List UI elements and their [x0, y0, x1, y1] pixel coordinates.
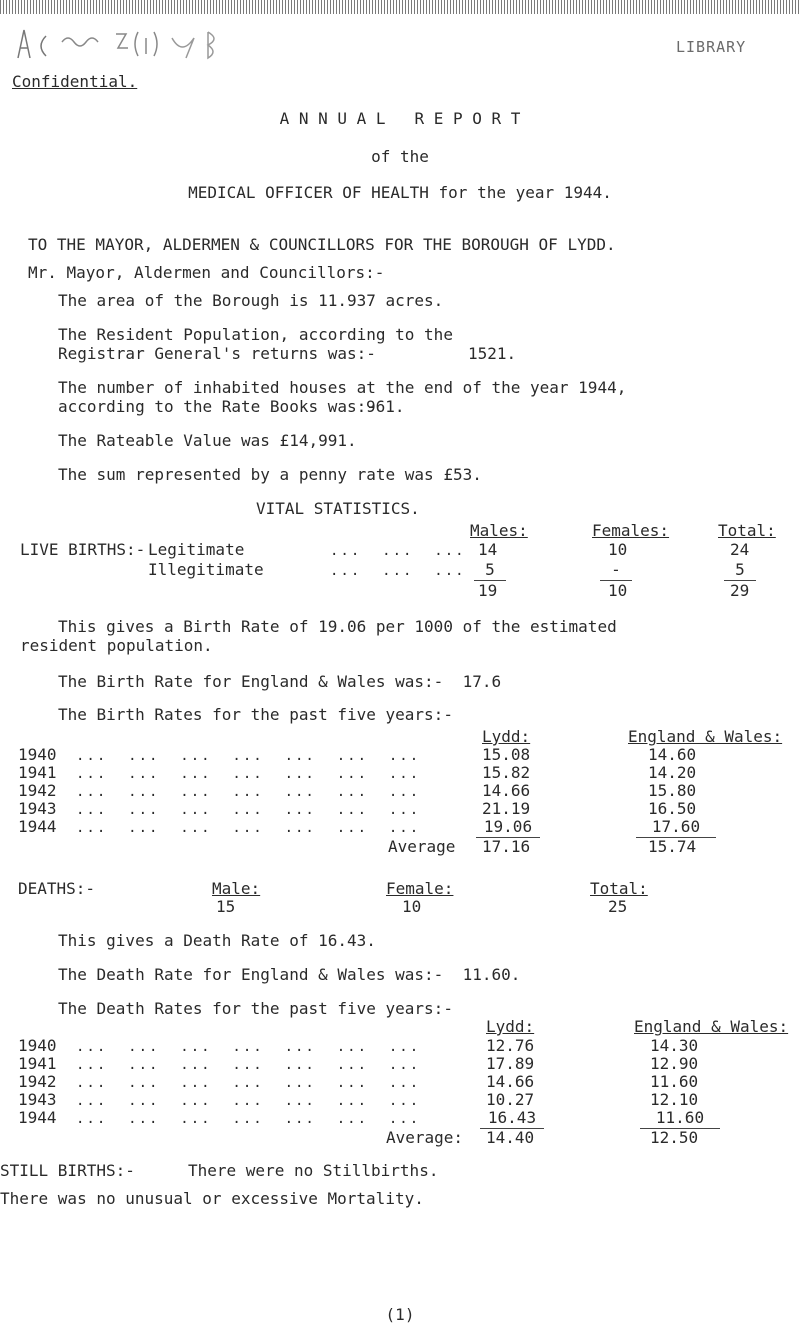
birth-rates-col-lydd: Lydd:: [482, 727, 531, 746]
houses-line-1: The number of inhabited houses at the end of the year 1944,: [58, 378, 627, 397]
birth-rate-year: 1940: [18, 745, 57, 764]
birth-rate-ew: 14.60: [648, 745, 697, 764]
salutation: Mr. Mayor, Aldermen and Councillors:-: [28, 263, 385, 282]
birth-rate-ew: 16.50: [648, 799, 697, 818]
deaths-total: 25: [608, 897, 628, 916]
births-row-label: Legitimate: [148, 540, 245, 559]
birth-rates-col-ew: England & Wales:: [628, 727, 783, 746]
births-total-females: 10: [608, 581, 628, 600]
death-rate-lydd: 16.43: [480, 1109, 544, 1129]
births-row-females: 10: [608, 540, 628, 559]
binding-strip: [0, 0, 800, 14]
rateable-value: The Rateable Value was £14,991.: [58, 431, 357, 450]
birth-rate-dots: ... ... ... ... ... ... ...: [76, 802, 421, 818]
birth-rates-average-lydd: 17.16: [482, 837, 531, 856]
births-col-total: Total:: [718, 521, 776, 540]
births-col-females: Females:: [592, 521, 670, 540]
birth-rate-year: 1941: [18, 763, 57, 782]
births-row-males: 5: [474, 561, 506, 581]
birth-rates-average-ew: 15.74: [648, 837, 697, 856]
death-rates-heading: The Death Rates for the past five years:-: [58, 999, 453, 1018]
birth-rate-lydd: 19.06: [476, 818, 540, 838]
birth-rate-lydd: 15.82: [482, 763, 531, 782]
death-rate-lydd: 12.76: [486, 1036, 535, 1055]
birth-rate-dots: ... ... ... ... ... ... ...: [76, 820, 421, 836]
births-total-males: 19: [478, 581, 498, 600]
population-line-2: Registrar General's returns was:-: [58, 344, 376, 363]
death-rate-year: 1944: [18, 1108, 57, 1127]
population-line-1: The Resident Population, according to the: [58, 325, 453, 344]
death-rate-year: 1942: [18, 1072, 57, 1091]
death-rate-year: 1941: [18, 1054, 57, 1073]
birth-rate-lydd: 21.19: [482, 799, 531, 818]
live-births-label: LIVE BIRTHS:-: [20, 540, 146, 559]
birth-rate-lydd: 15.08: [482, 745, 531, 764]
birth-rate-ew: 14.20: [648, 763, 697, 782]
births-row-dots: ... ... ...: [330, 563, 466, 579]
death-rate-year: 1940: [18, 1036, 57, 1055]
population-value: 1521.: [468, 344, 517, 363]
deaths-female: 10: [402, 897, 422, 916]
death-rate-dots: ... ... ... ... ... ... ...: [76, 1111, 421, 1127]
death-rate-dots: ... ... ... ... ... ... ...: [76, 1075, 421, 1091]
births-row-dots: ... ... ...: [330, 543, 466, 559]
death-rate-lydd: 14.66: [486, 1072, 535, 1091]
death-rate-dots: ... ... ... ... ... ... ...: [76, 1093, 421, 1109]
births-row-total: 5: [724, 561, 756, 581]
births-col-males: Males:: [470, 521, 528, 540]
birth-rate-ew: 15.80: [648, 781, 697, 800]
vital-statistics-heading: VITAL STATISTICS.: [256, 499, 420, 518]
penny-rate: The sum represented by a penny rate was £53.: [58, 465, 482, 484]
births-row-total: 24: [730, 540, 750, 559]
birth-rate-year: 1943: [18, 799, 57, 818]
deaths-male: 15: [216, 897, 236, 916]
death-rate-dots: ... ... ... ... ... ... ...: [76, 1057, 421, 1073]
houses-value: 961.: [366, 397, 405, 416]
death-rate-ew: 12.90: [650, 1054, 699, 1073]
death-rate-year: 1943: [18, 1090, 57, 1109]
death-rates-col-lydd: Lydd:: [486, 1017, 535, 1036]
death-rates-average-lydd: 14.40: [486, 1128, 535, 1147]
address-line: TO THE MAYOR, ALDERMEN & COUNCILLORS FOR THE BOROUGH OF LYDD.: [28, 235, 616, 254]
deaths-col-female: Female:: [386, 879, 454, 898]
death-rate-lydd: 17.89: [486, 1054, 535, 1073]
birth-rates-heading: The Birth Rates for the past five years:-: [58, 705, 453, 724]
death-rate-statement: This gives a Death Rate of 16.43.: [58, 931, 376, 950]
birth-rate-year: 1944: [18, 817, 57, 836]
confidential-label: Confidential.: [12, 72, 138, 91]
area-statement: The area of the Borough is 11.937 acres.: [58, 291, 444, 310]
death-rate-ew: 14.30: [650, 1036, 699, 1055]
death-rates-average-ew: 12.50: [650, 1128, 699, 1147]
still-births-label: STILL BIRTHS:-: [0, 1161, 135, 1180]
death-rates-col-ew: England & Wales:: [634, 1017, 789, 1036]
births-row-males: 14: [478, 540, 498, 559]
death-rate-dots: ... ... ... ... ... ... ...: [76, 1039, 421, 1055]
birth-rate-year: 1942: [18, 781, 57, 800]
death-rate-ew: 11.60: [650, 1072, 699, 1091]
births-row-females: -: [600, 561, 632, 581]
births-total-total: 29: [730, 581, 750, 600]
birth-rate-dots: ... ... ... ... ... ... ...: [76, 766, 421, 782]
report-subtitle: MEDICAL OFFICER OF HEALTH for the year 1944.: [188, 183, 612, 202]
birth-rate-dots: ... ... ... ... ... ... ...: [76, 748, 421, 764]
birth-rate-line-2: resident population.: [20, 636, 213, 655]
report-of-the: of the: [371, 147, 429, 166]
death-rates-average-label: Average:: [386, 1128, 464, 1147]
birth-rate-ew: 17.60: [636, 818, 716, 838]
handwritten-mark-icon: [12, 20, 252, 64]
deaths-label: DEATHS:-: [18, 879, 96, 898]
death-rate-ew: 12.10: [650, 1090, 699, 1109]
birth-rate-dots: ... ... ... ... ... ... ...: [76, 784, 421, 800]
death-rate-lydd: 10.27: [486, 1090, 535, 1109]
mortality-statement: There was no unusual or excessive Mortality.: [0, 1189, 424, 1208]
report-title: A N N U A L R E P O R T: [279, 109, 521, 128]
ew-death-rate: The Death Rate for England & Wales was:- 11.60.: [58, 965, 521, 984]
death-rate-ew: 11.60: [640, 1109, 720, 1129]
birth-rate-lydd: 14.66: [482, 781, 531, 800]
page-number: (1): [385, 1305, 415, 1324]
ew-birth-rate: The Birth Rate for England & Wales was:- 17.6: [58, 672, 502, 691]
still-births-text: There were no Stillbirths.: [188, 1161, 439, 1180]
houses-line-2: according to the Rate Books was:-: [58, 397, 376, 416]
deaths-col-total: Total:: [590, 879, 648, 898]
birth-rates-average-label: Average: [388, 837, 456, 856]
deaths-col-male: Male:: [212, 879, 261, 898]
birth-rate-line-1: This gives a Birth Rate of 19.06 per 1000 of the estimated: [58, 617, 617, 636]
births-row-label: Illegitimate: [148, 560, 264, 579]
library-stamp: LIBRARY: [676, 38, 747, 56]
